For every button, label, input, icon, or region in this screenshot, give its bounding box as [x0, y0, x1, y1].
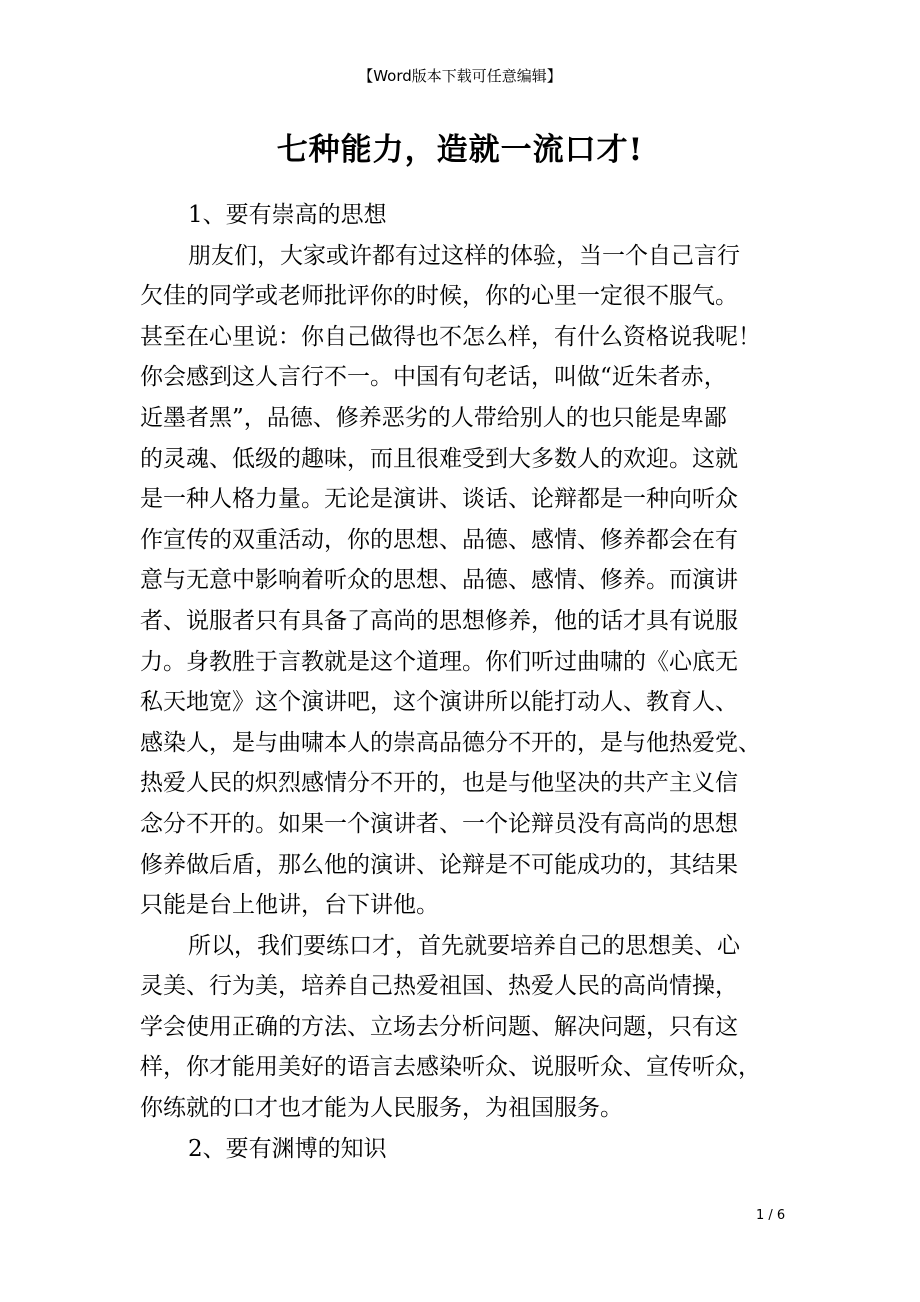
section-heading-1: 1、要有崇高的思想 — [188, 202, 387, 228]
paragraph-line: 是一种人格力量。无论是演讲、谈话、论辩都是一种向听众 — [140, 486, 738, 513]
paragraph-line: 的灵魂、低级的趣味，而且很难受到大多数人的欢迎。这就 — [140, 445, 738, 472]
paragraph-line: 修养做后盾，那么他的演讲、论辩是不可能成功的，其结果 — [140, 851, 738, 878]
paragraph-line: 样，你才能用美好的语言去感染听众、说服听众、宣传听众， — [140, 1054, 761, 1081]
document-title: 七种能力，造就一流口才! — [276, 132, 644, 168]
paragraph-line: 意与无意中影响着听众的思想、品德、感情、修养。而演讲 — [140, 567, 738, 594]
paragraph-line: 近墨者黑”，品德、修养恶劣的人带给别人的也只能是卑鄙 — [140, 404, 727, 431]
paragraph-line: 力。身教胜于言教就是这个道理。你们听过曲啸的《心底无 — [140, 648, 738, 675]
paragraph-line: 作宣传的双重活动，你的思想、品德、感情、修养都会在有 — [140, 526, 738, 553]
paragraph-line: 朋友们，大家或许都有过这样的体验，当一个自己言行 — [188, 242, 740, 269]
paragraph-line: 甚至在心里说：你自己做得也不怎么样，有什么资格说我呢！ — [140, 323, 761, 350]
paragraph-line: 你练就的口才也才能为人民服务，为祖国服务。 — [140, 1095, 623, 1122]
paragraph-line: 热爱人民的炽烈感情分不开的，也是与他坚决的共产主义信 — [140, 770, 738, 797]
paragraph-line: 私天地宽》这个演讲吧，这个演讲所以能打动人、教育人、 — [140, 689, 738, 716]
paragraph-line: 念分不开的。如果一个演讲者、一个论辩员没有高尚的思想 — [140, 810, 738, 837]
paragraph-1 — [140, 236, 780, 926]
paragraph-2 — [140, 926, 780, 1129]
paragraph-line: 感染人，是与曲啸本人的崇高品德分不开的，是与他热爱党、 — [140, 729, 761, 756]
paragraph-line: 只能是台上他讲，台下讲他。 — [140, 892, 439, 919]
paragraph-line: 者、说服者只有具备了高尚的思想修养，他的话才具有说服 — [140, 607, 738, 634]
paragraph-line: 学会使用正确的方法、立场去分析问题、解决问题，只有这 — [140, 1013, 738, 1040]
paragraph-line: 所以，我们要练口才，首先就要培养自己的思想美、心 — [188, 932, 740, 959]
section-heading-2: 2、要有渊博的知识 — [188, 1135, 387, 1162]
header-note: 【Word版本下载可任意编辑】 — [358, 67, 562, 85]
paragraph-line: 你会感到这人言行不一。中国有句老话，叫做“近朱者赤， — [140, 364, 727, 391]
document-body — [140, 195, 780, 1169]
paragraph-line: 欠佳的同学或老师批评你的时候，你的心里一定很不服气。 — [140, 283, 738, 310]
page-number: 1 / 6 — [756, 1208, 786, 1223]
paragraph-line: 灵美、行为美，培养自己热爱祖国、热爱人民的高尚情操， — [140, 973, 738, 1000]
